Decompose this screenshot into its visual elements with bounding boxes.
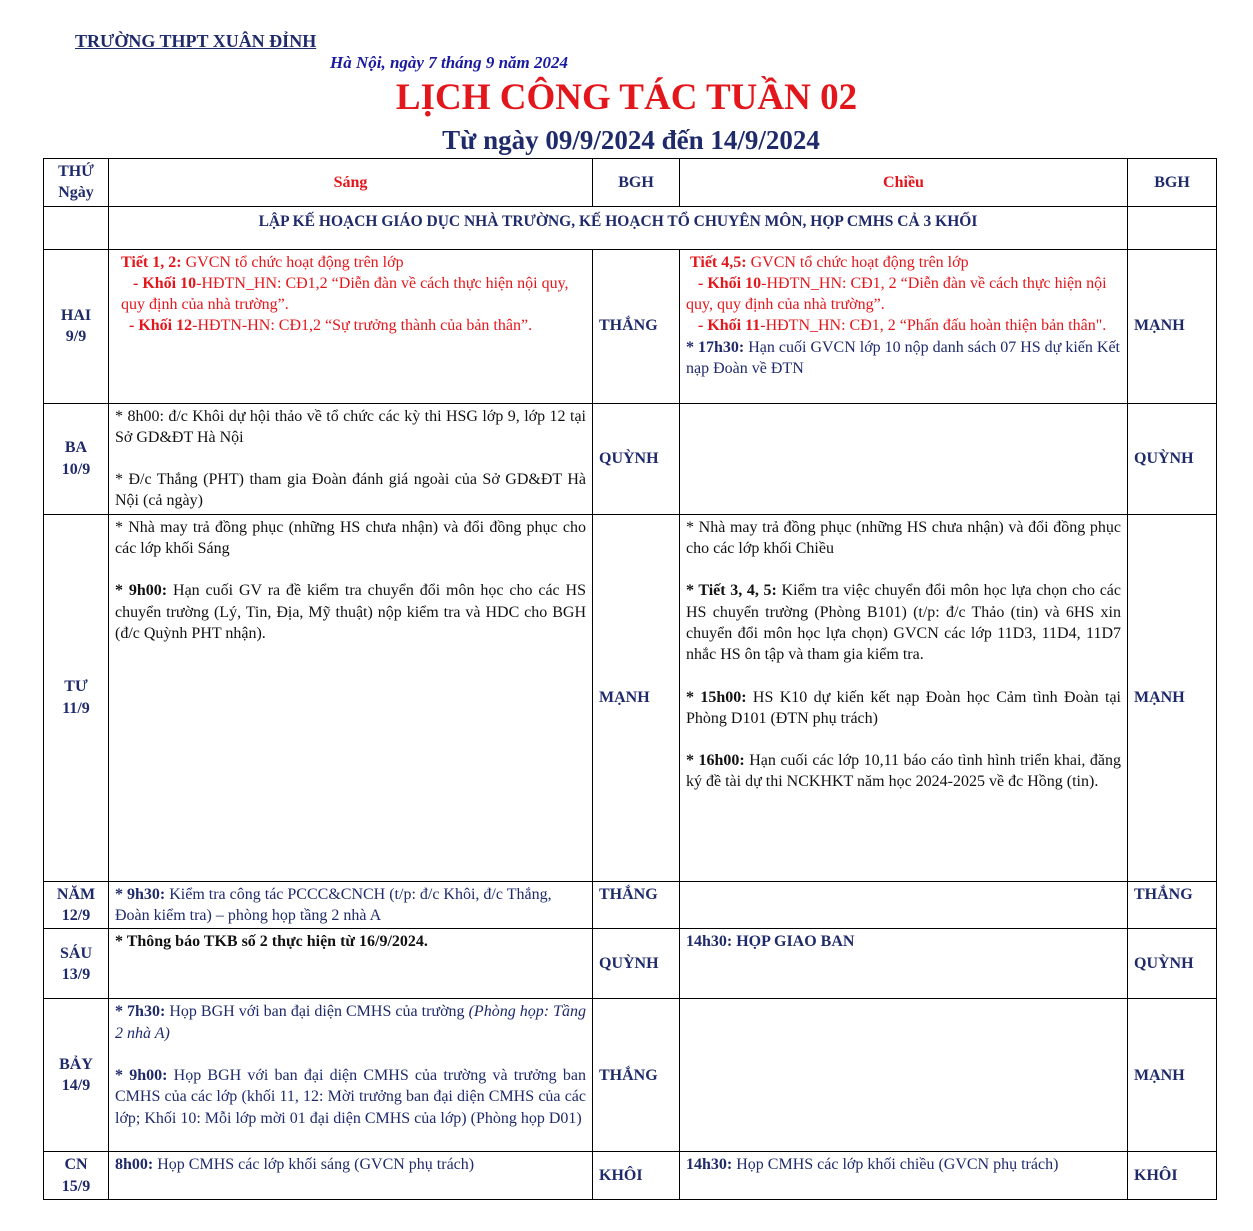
bgh-afternoon: KHÔI [1128,1152,1217,1200]
bgh-afternoon: MẠNH [1128,249,1217,403]
bgh-afternoon: MẠNH [1128,514,1217,881]
bgh-morning: QUỲNH [593,403,680,514]
row-tuesday [44,403,1217,514]
banner-text: LẬP KẾ HOẠCH GIÁO DỤC NHÀ TRƯỜNG, KẾ HOẠCH TỔ CHUYÊN MÔN, HỌP CMHS CẢ 3 KHỐI [109,206,1128,249]
row-thursday [44,881,1217,929]
bgh-afternoon: QUỲNH [1128,403,1217,514]
afternoon-cell: Tiết 4,5: GVCN tổ chức hoạt động trên lớp - Khối 10-HĐTN_HN: CĐ1, 2 “Diễn đàn về cách thực hiện nội quy, quy định của nhà trường”. - Khối 11-HĐTN_HN: CĐ1, 2 “Phấn đấu hoàn thiện bản thân". * 17h30: Hạn cuối GVCN lớp 10 nộp danh sách 07 HS dự kiến Kết nạp Đoàn về ĐTN [680,249,1128,403]
bgh-header-morning: BGH [593,159,680,207]
afternoon-cell [680,881,1128,929]
page-subtitle: Từ ngày 09/9/2024 đến 14/9/2024 [442,125,820,155]
row-saturday [44,999,1217,1152]
morning-cell: * Nhà may trả đồng phục (những HS chưa nhận) và đổi đồng phục cho các lớp khối Sáng * 9h00: Hạn cuối GV ra đề kiểm tra chuyển đổi môn học cho các HS chuyển trường (Lý, Tin, Địa, Mỹ thuật) nộp kiểm tra và HDC cho BGH (đ/c Quỳnh PHT nhận). [109,514,593,881]
banner-row [44,206,1217,249]
morning-cell: * 7h30: Họp BGH với ban đại diện CMHS của trường (Phòng họp: Tầng 2 nhà A) * 9h00: Họp BGH với ban đại diện CMHS của trường và trưởng ban CMHS của các lớp (khối 11, 12: Mời trưởng ban đại diện CMHS của các lớp; Khối 10: Mỗi lớp mời 01 đại diện CMHS của lớp) (Phòng họp D01) [109,999,593,1152]
page-title: LỊCH CÔNG TÁC TUẦN 02 [395,77,858,118]
afternoon-cell [680,999,1128,1152]
bgh-header-afternoon: BGH [1128,159,1217,207]
morning-cell: * Thông báo TKB số 2 thực hiện từ 16/9/2024. [109,929,593,999]
bgh-afternoon: THẮNG [1128,881,1217,929]
day-cell: CN 15/9 [44,1152,109,1200]
bgh-morning: THẮNG [593,999,680,1152]
dateline: Hà Nội, ngày 7 tháng 9 năm 2024 [330,53,569,72]
day-cell: BẢY 14/9 [44,999,109,1152]
school-name: TRƯỜNG THPT XUÂN ĐỈNH [75,31,317,51]
row-wednesday [44,514,1217,881]
day-cell: BA 10/9 [44,403,109,514]
row-sunday [44,1152,1217,1200]
morning-cell: Tiết 1, 2: GVCN tổ chức hoạt động trên lớp - Khối 10-HĐTN_HN: CĐ1,2 “Diễn đàn về cách thực hiện nội quy, quy định của nhà trường”. - Khối 12-HĐTN-HN: CĐ1,2 “Sự trưởng thành của bản thân”. [109,249,593,403]
morning-cell: 8h00: Họp CMHS các lớp khối sáng (GVCN phụ trách) [109,1152,593,1200]
bgh-afternoon: QUỲNH [1128,929,1217,999]
day-cell: NĂM 12/9 [44,881,109,929]
bgh-morning: KHÔI [593,1152,680,1200]
day-cell: HAI 9/9 [44,249,109,403]
afternoon-cell [680,403,1128,514]
morning-header: Sáng [109,159,593,207]
bgh-morning: THẮNG [593,249,680,403]
bgh-afternoon: MẠNH [1128,999,1217,1152]
bgh-morning: QUỲNH [593,929,680,999]
afternoon-header: Chiều [680,159,1128,207]
header-row [44,159,1217,207]
row-friday [44,929,1217,999]
day-cell: TƯ 11/9 [44,514,109,881]
row-monday [44,249,1217,403]
morning-cell: * 8h00: đ/c Khôi dự hội thảo về tổ chức các kỳ thi HSG lớp 9, lớp 12 tại Sở GD&ĐT Hà Nội * Đ/c Thắng (PHT) tham gia Đoàn đánh giá ngoài của Sở GD&ĐT Hà Nội (cả ngày) [109,403,593,514]
afternoon-cell: * Nhà may trả đồng phục (những HS chưa nhận) và đổi đồng phục cho các lớp khối Chiều * Tiết 3, 4, 5: Kiểm tra việc chuyển đổi môn học lựa chọn cho các HS chuyển trường (Phòng B101) (t/p: đ/c Thảo (tin) và 6HS xin chuyển đổi môn học lựa chọn) GVCN các lớp 11D3, 11D4, 11D7 nhắc HS ôn tập và tham gia kiểm tra. * 15h00: HS K10 dự kiến kết nạp Đoàn học Cảm tình Đoàn tại Phòng D101 (ĐTN phụ trách) * 16h00: Hạn cuối các lớp 10,11 báo cáo tình hình triển khai, đăng ký đề tài dự thi NCKHKT năm học 2024-2025 về đc Hồng (tin). [680,514,1128,881]
bgh-morning: MẠNH [593,514,680,881]
day-header: THỨ Ngày [44,159,109,207]
afternoon-cell: 14h30: HỌP GIAO BAN [680,929,1128,999]
afternoon-cell: 14h30: Họp CMHS các lớp khối chiều (GVCN phụ trách) [680,1152,1128,1200]
day-cell: SÁU 13/9 [44,929,109,999]
morning-cell: * 9h30: Kiểm tra công tác PCCC&CNCH (t/p: đ/c Khôi, đ/c Thắng, Đoàn kiểm tra) – phòng họp tầng 2 nhà A [109,881,593,929]
schedule-table [43,158,1217,1200]
bgh-morning: THẮNG [593,881,680,929]
